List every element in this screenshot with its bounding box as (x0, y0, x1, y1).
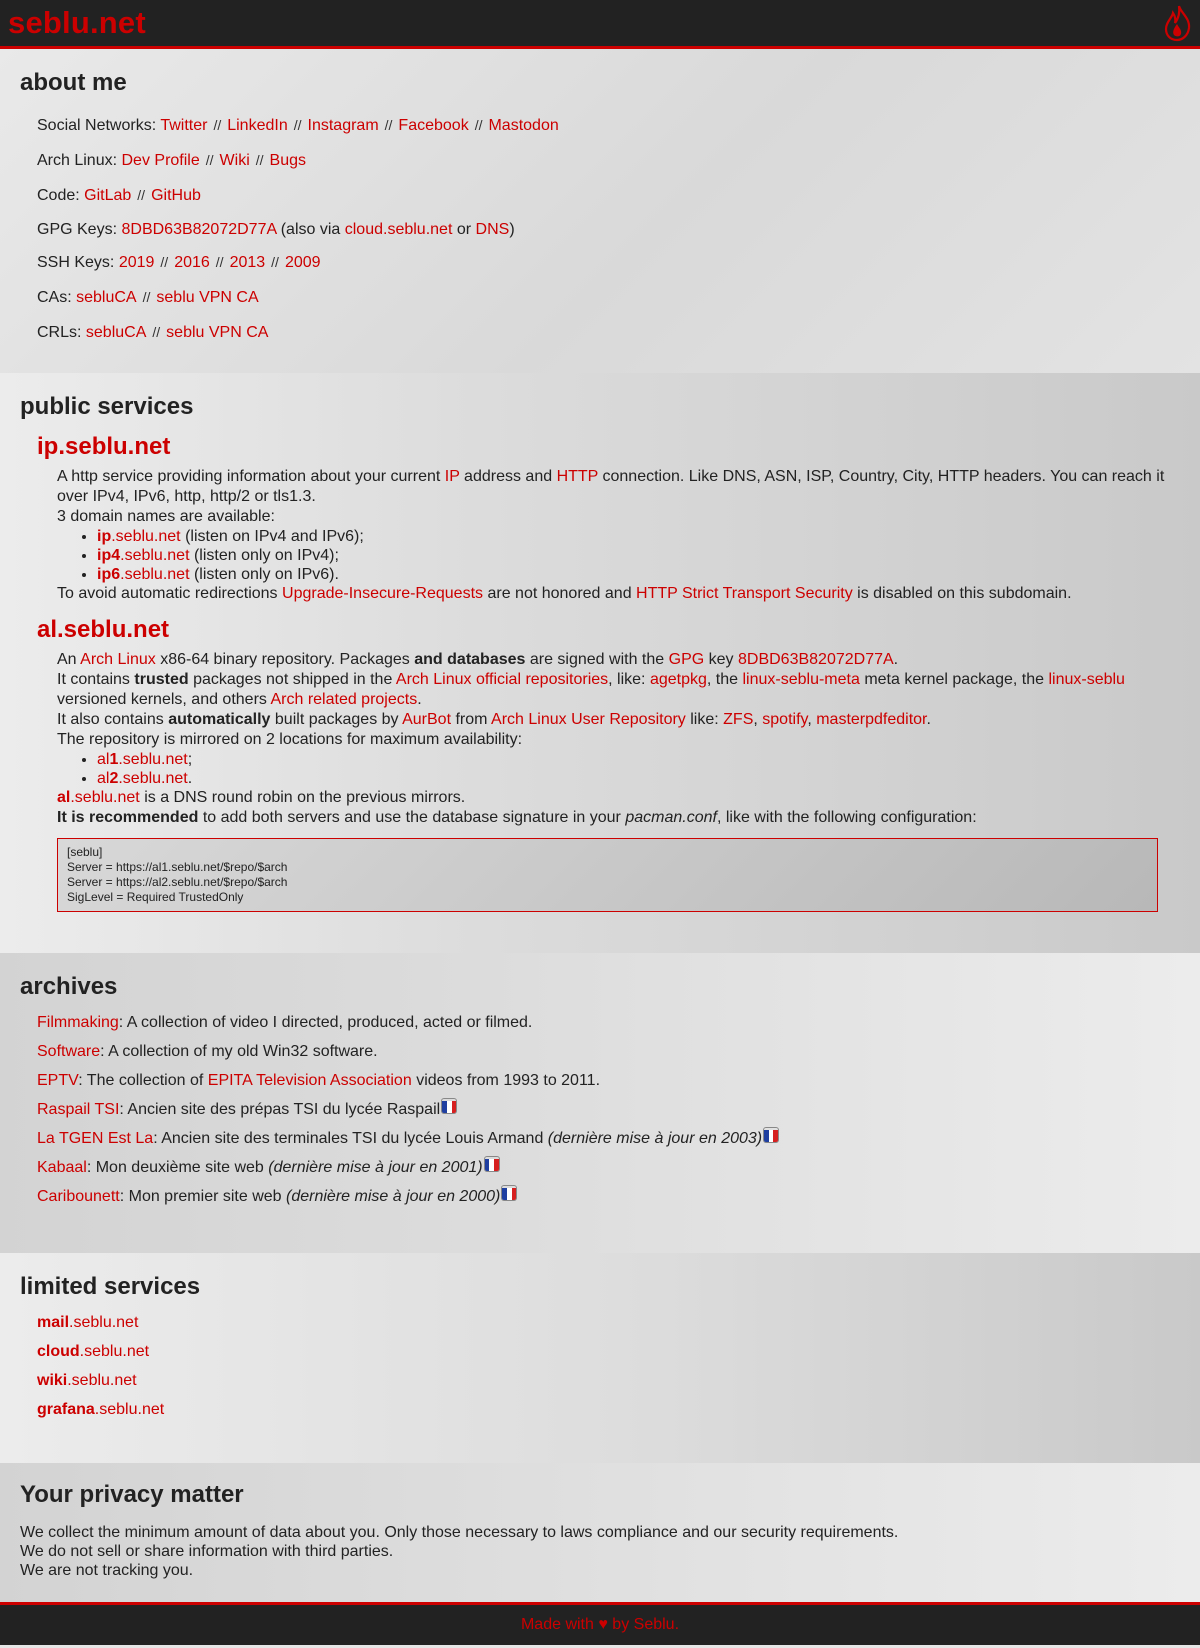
french-flag-icon (763, 1127, 779, 1143)
bold-text: It is recommended (57, 809, 199, 826)
ip-description (57, 467, 1180, 507)
social-label: Social Networks: (37, 117, 157, 134)
crls-label: CRLs: (37, 324, 82, 341)
text: . (187, 770, 193, 787)
bold-text: cloud (37, 1343, 80, 1360)
arch-label: Arch Linux: (37, 152, 118, 169)
domain-note: (listen only on IPv4); (193, 547, 339, 564)
text: . (417, 691, 422, 708)
ip-wiki-link[interactable]: IP (444, 468, 460, 485)
text: are signed with the (529, 651, 665, 668)
gpg-label: GPG Keys: (37, 221, 118, 238)
limited-service-item (37, 1369, 1180, 1393)
gpg-cloud-link[interactable]: cloud.seblu.net (344, 221, 453, 238)
text: .seblu.net (67, 1372, 137, 1389)
al-paragraph-2 (57, 670, 1180, 710)
site-title-link[interactable]: seblu.net (8, 5, 146, 40)
redirect-text-1: To avoid automatic redirections (57, 585, 278, 602)
site-header (0, 0, 1200, 49)
ca-vpn-link[interactable]: seblu VPN CA (156, 289, 259, 306)
aurbot-link[interactable]: AurBot (402, 711, 452, 728)
gitlab-link[interactable]: GitLab (84, 187, 132, 204)
domain-suffix: .seblu.net (120, 547, 190, 564)
ip-desc-text-3: connection. Like DNS, ASN, ISP, Country, City, HTTP headers. You can reach it over IPv4, IPv6, http, http/2 or tls1.3. (57, 468, 1165, 505)
privacy-line: We collect the minimum amount of data about you. Only those necessary to laws compliance and our security requirements. (20, 1524, 899, 1541)
separator: // (160, 254, 169, 270)
ssh-key-2016-link[interactable]: 2016 (174, 254, 210, 271)
list-item (97, 565, 1180, 584)
text: built packages by (274, 711, 399, 728)
al-paragraph-1 (57, 650, 1180, 670)
eptv-link[interactable]: EPTV (37, 1072, 79, 1089)
text: : A collection of my old Win32 software. (100, 1043, 378, 1060)
al-service-title-link[interactable]: al.seblu.net (37, 616, 170, 643)
wiki-link[interactable] (37, 1372, 137, 1389)
cloud-link[interactable] (37, 1343, 149, 1360)
privacy-line: We are not tracking you. (20, 1562, 194, 1579)
separator: // (213, 117, 222, 133)
upgrade-insecure-requests-link[interactable]: Upgrade-Insecure-Requests (282, 585, 484, 602)
text: videos from 1993 to 2011. (416, 1072, 601, 1089)
text: It also contains (57, 711, 164, 728)
ip6-domain-link[interactable] (97, 566, 190, 583)
text: : The collection of (78, 1072, 204, 1089)
redirect-text-2: are not honored and (487, 585, 632, 602)
footer-text-made-with: Made with (520, 1616, 594, 1633)
bold-text: automatically (168, 711, 271, 728)
domain-suffix: .seblu.net (111, 528, 181, 545)
text: , like: (608, 671, 646, 688)
mastodon-link[interactable]: Mastodon (488, 117, 559, 134)
archive-item (37, 1098, 1180, 1122)
cas-row (37, 285, 1180, 310)
archive-item (37, 1185, 1180, 1209)
bold-text: wiki (37, 1372, 68, 1389)
text: .seblu.net (70, 789, 140, 806)
text: al (97, 770, 110, 787)
gpg-keys-row (37, 218, 1180, 242)
archives-heading: archives (20, 973, 118, 1000)
separator: // (384, 117, 393, 133)
separator: // (293, 117, 302, 133)
domain-prefix: ip (97, 528, 112, 545)
bold-text: 1 (109, 751, 119, 768)
footer-text-by: by Seblu. (612, 1616, 680, 1633)
separator: // (152, 324, 161, 340)
github-link[interactable]: GitHub (151, 187, 201, 204)
arch-linux-row (37, 148, 1180, 173)
gpg-dns-link[interactable]: DNS (475, 221, 510, 238)
http-wiki-link[interactable]: HTTP (556, 468, 599, 485)
list-item (97, 769, 1180, 788)
pacman-config-block[interactable]: [seblu] Server = https://al1.seblu.net/$repo/$arch Server = https://al2.seblu.net/$repo/$arch SigLevel = Required TrustedOnly (57, 838, 1158, 912)
site-footer (0, 1602, 1200, 1645)
archive-item (37, 1069, 1180, 1093)
crl-vpn-link[interactable]: seblu VPN CA (166, 324, 269, 341)
limited-services-section (0, 1253, 1200, 1463)
ip-redirection-note (57, 584, 1180, 604)
text: .seblu.net (94, 1401, 165, 1418)
domain-suffix: .seblu.net (120, 566, 190, 583)
gpg-key-link[interactable]: 8DBD63B82072D77A (121, 221, 277, 238)
limited-service-item (37, 1311, 1180, 1335)
ssh-key-2013-link[interactable]: 2013 (229, 254, 266, 271)
ip-domain-link[interactable] (97, 528, 181, 545)
gpg-link[interactable]: GPG (668, 651, 705, 668)
recommendation-note (57, 808, 1180, 828)
hsts-link[interactable]: HTTP Strict Transport Security (636, 585, 853, 602)
official-repos-link[interactable]: Arch Linux official repositories (395, 671, 609, 688)
text: to add both servers and use the database signature in your (202, 809, 621, 826)
archive-item (37, 1011, 1180, 1035)
text: It contains (57, 671, 130, 688)
facebook-link[interactable]: Facebook (398, 117, 469, 134)
privacy-heading: Your privacy matter (20, 1481, 244, 1508)
red-flame-logo-icon[interactable] (1164, 4, 1192, 42)
text: An (57, 651, 77, 668)
privacy-section (0, 1463, 1200, 1602)
arch-projects-link[interactable]: Arch related projects (270, 691, 418, 708)
bold-text: trusted (134, 671, 189, 688)
about-section (0, 49, 1200, 373)
text: packages not shipped in the (193, 671, 393, 688)
text: is a DNS round robin on the previous mirrors. (144, 789, 466, 806)
cas-label: CAs: (37, 289, 72, 306)
public-services-section (0, 373, 1200, 953)
text: . (926, 711, 931, 728)
text: .seblu.net (118, 751, 188, 768)
text: .seblu.net (79, 1343, 150, 1360)
ip-desc-text-2: address and (464, 468, 553, 485)
archives-section (0, 953, 1200, 1253)
italic-text: (dernière mise à jour en 2003) (547, 1130, 763, 1147)
filmmaking-link[interactable]: Filmmaking (37, 1014, 119, 1031)
text: : Mon deuxième site web (86, 1159, 264, 1176)
text: versioned kernels, and others (57, 691, 267, 708)
domain-prefix: ip6 (97, 566, 121, 583)
separator: // (142, 289, 151, 305)
ssh-key-2009-link[interactable]: 2009 (284, 254, 321, 271)
tgen-est-la-link[interactable]: La TGEN Est La (37, 1130, 154, 1147)
text: : Ancien site des prépas TSI du lycée Raspail (119, 1101, 441, 1118)
al2-mirror-link[interactable] (97, 770, 188, 787)
linkedin-link[interactable]: LinkedIn (227, 117, 288, 134)
crl-seblu-link[interactable]: sebluCA (85, 324, 147, 341)
al-paragraph-3: It also contains automatically built packages by AurBot from Arch Linux User Repository like: ZFS, spotify, masterpdfeditor. (57, 711, 931, 728)
bold-text: grafana (37, 1401, 95, 1418)
twitter-link[interactable]: Twitter (160, 117, 208, 134)
arch-linux-link[interactable]: Arch Linux (80, 651, 156, 668)
separator: // (215, 254, 224, 270)
ip-domains-list (57, 527, 1180, 584)
code-row (37, 183, 1180, 208)
text: .seblu.net (118, 770, 188, 787)
text: : Ancien site des terminales TSI du lycée Louis Armand (153, 1130, 544, 1147)
domain-prefix: ip4 (97, 547, 121, 564)
ip-domains-intro: 3 domain names are available: (57, 508, 275, 525)
text: : A collection of video I directed, produced, acted or filmed. (118, 1014, 533, 1031)
separator: // (255, 152, 264, 168)
bold-text: al (57, 789, 71, 806)
limited-services-heading: limited services (20, 1273, 201, 1300)
mirror-list (57, 750, 1180, 788)
al1-mirror-link[interactable] (97, 751, 188, 768)
kabaal-link[interactable]: Kabaal (37, 1159, 87, 1176)
arch-bugs-link[interactable]: Bugs (269, 152, 306, 169)
french-flag-icon (441, 1098, 457, 1114)
archive-item (37, 1156, 1180, 1180)
separator: // (271, 254, 279, 270)
bold-text: 2 (109, 770, 119, 787)
text: .seblu.net (69, 1314, 139, 1331)
limited-service-item (37, 1340, 1180, 1364)
text: like: (690, 711, 719, 728)
text: : Mon premier site web (119, 1188, 282, 1205)
french-flag-icon (484, 1156, 500, 1172)
zfs-link[interactable]: ZFS (723, 711, 754, 728)
agetpkg-link[interactable]: agetpkg (649, 671, 707, 688)
mail-link[interactable] (37, 1314, 138, 1331)
privacy-line: We do not sell or share information with third parties. (20, 1543, 394, 1560)
text: , the (706, 671, 739, 688)
ip-desc-text-1: A http service providing information about your current (57, 468, 441, 485)
social-networks-row (37, 113, 1180, 138)
al-gpg-key-link[interactable]: 8DBD63B82072D77A (738, 651, 894, 668)
italic-text: (dernière mise à jour en 2001) (268, 1159, 483, 1176)
ca-seblu-link[interactable]: sebluCA (76, 289, 137, 306)
aur-link[interactable]: Arch Linux User Repository (491, 711, 686, 728)
linux-seblu-meta-link[interactable]: linux-seblu-meta (742, 671, 860, 688)
bold-text: and databases (414, 651, 526, 668)
file-name: pacman.conf (625, 809, 717, 826)
al-round-robin-link[interactable] (57, 789, 140, 806)
software-link[interactable]: Software (37, 1043, 101, 1060)
arch-wiki-link[interactable]: Wiki (219, 152, 250, 169)
separator: // (137, 187, 146, 203)
bold-text: mail (37, 1314, 70, 1331)
text: meta kernel package, the (864, 671, 1044, 688)
mirror-intro: The repository is mirrored on 2 locations for maximum availability: (57, 731, 523, 748)
raspail-tsi-link[interactable]: Raspail TSI (37, 1101, 120, 1118)
instagram-link[interactable]: Instagram (307, 117, 379, 134)
list-item (97, 750, 1180, 769)
epita-tv-association-link[interactable]: EPITA Television Association (207, 1072, 412, 1089)
redirect-text-3: is disabled on this subdomain. (857, 585, 1072, 602)
ssh-label: SSH Keys: (37, 254, 115, 271)
gpg-close-paren: ) (509, 221, 515, 238)
masterpdfeditor-link[interactable]: masterpdfeditor (816, 711, 927, 728)
ssh-keys-row (37, 250, 1180, 275)
spotify-link[interactable]: spotify (762, 711, 808, 728)
gpg-also-text: (also via (280, 221, 341, 238)
grafana-link[interactable] (37, 1401, 164, 1418)
heart-icon: ♥ (598, 1616, 608, 1633)
archive-item (37, 1127, 1180, 1151)
caribounett-link[interactable]: Caribounett (37, 1188, 120, 1205)
domain-note: (listen only on IPv6). (193, 566, 339, 583)
list-item (97, 527, 1180, 546)
crls-row (37, 320, 1180, 345)
text: key (708, 651, 734, 668)
text: al (97, 751, 110, 768)
archive-item (37, 1040, 1180, 1064)
about-heading: about me (20, 69, 127, 96)
public-services-heading: public services (20, 393, 194, 420)
separator: // (474, 117, 483, 133)
text: x86-64 binary repository. Packages (160, 651, 410, 668)
text: . (893, 651, 899, 668)
domain-note: (listen on IPv4 and IPv6); (185, 528, 364, 545)
linux-seblu-link[interactable]: linux-seblu (1048, 671, 1125, 688)
ip-service-title-link[interactable]: ip.seblu.net (37, 433, 171, 460)
arch-dev-profile-link[interactable]: Dev Profile (121, 152, 200, 169)
ssh-key-2019-link[interactable]: 2019 (118, 254, 155, 271)
italic-text: (dernière mise à jour en 2000) (286, 1188, 501, 1205)
separator: // (205, 152, 214, 168)
round-robin-note (57, 788, 1180, 808)
text: from (455, 711, 488, 728)
code-label: Code: (37, 187, 80, 204)
text: ; (187, 751, 193, 768)
list-item (97, 546, 1180, 565)
ip4-domain-link[interactable] (97, 547, 190, 564)
french-flag-icon (501, 1185, 517, 1201)
text: , like with the following configuration: (716, 809, 977, 826)
gpg-or-text: or (456, 221, 472, 238)
limited-service-item (37, 1398, 1180, 1422)
